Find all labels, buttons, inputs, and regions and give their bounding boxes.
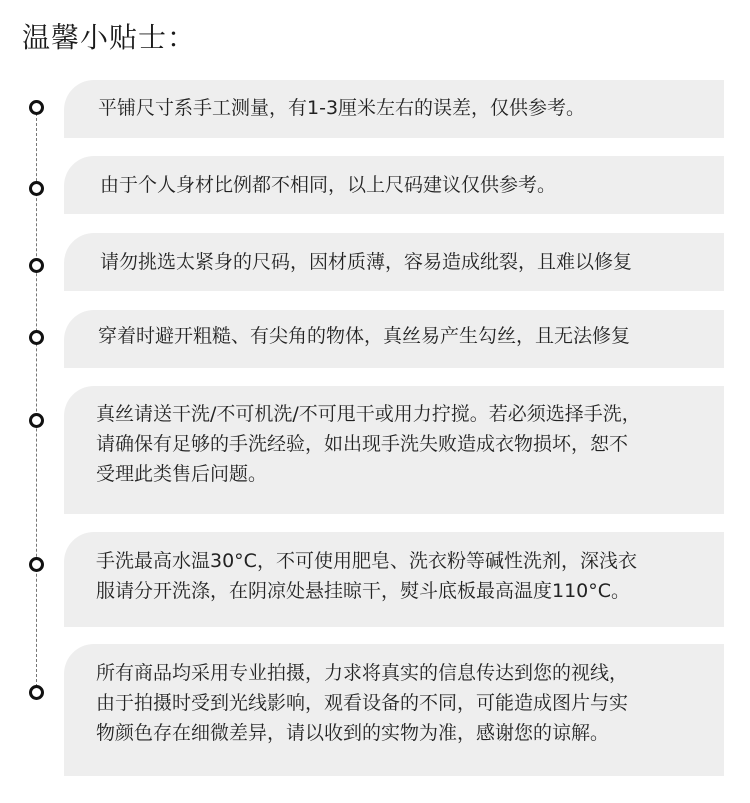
tip-text: 穿着时避开粗糙、有尖角的物体，真丝易产生勾丝，且无法修复 xyxy=(98,325,631,347)
bullet-dot-icon xyxy=(29,330,44,345)
bullet-dot-icon xyxy=(29,685,44,700)
tip-text: 所有商品均采用专业拍摄，力求将真实的信息传达到您的视线， 由于拍摄时受到光线影响，观看设备的不同，可能造成图片与实 物颜色存在细微差异，请以收到的实物为准，感谢您的谅解。 xyxy=(96,662,629,744)
bullet-dot-icon xyxy=(29,258,44,273)
tip-box xyxy=(64,233,724,291)
bullet-dot-icon xyxy=(29,100,44,115)
tip-box xyxy=(64,156,724,214)
tip-text: 由于个人身材比例都不相同，以上尺码建议仅供参考。 xyxy=(100,174,557,196)
tip-text: 平铺尺寸系手工测量，有1-3厘米左右的误差，仅供参考。 xyxy=(98,97,586,119)
tip-text: 请勿挑选太紧身的尺码，因材质薄，容易造成纰裂，且难以修复 xyxy=(100,251,633,273)
tip-box xyxy=(64,386,724,514)
bullet-dot-icon xyxy=(29,557,44,572)
tip-box xyxy=(64,310,724,368)
tip-text: 手洗最高水温30°C，不可使用肥皂、洗衣粉等碱性洗剂，深浅衣 服请分开洗涤，在阴凉处悬挂晾干，熨斗底板最高温度110°C。 xyxy=(96,550,637,602)
page-title: 温馨小贴士： xyxy=(22,21,197,54)
bullet-dot-icon xyxy=(29,181,44,196)
tip-box xyxy=(64,644,724,776)
tip-box xyxy=(64,532,724,627)
bullet-dot-icon xyxy=(29,413,44,428)
tip-box xyxy=(64,80,724,138)
tip-text: 真丝请送干洗/不可机洗/不可甩干或用力拧搅。若必须选择手洗， 请确保有足够的手洗经验，如出现手洗失败造成衣物损坏，恕不 受理此类售后问题。 xyxy=(96,403,641,485)
